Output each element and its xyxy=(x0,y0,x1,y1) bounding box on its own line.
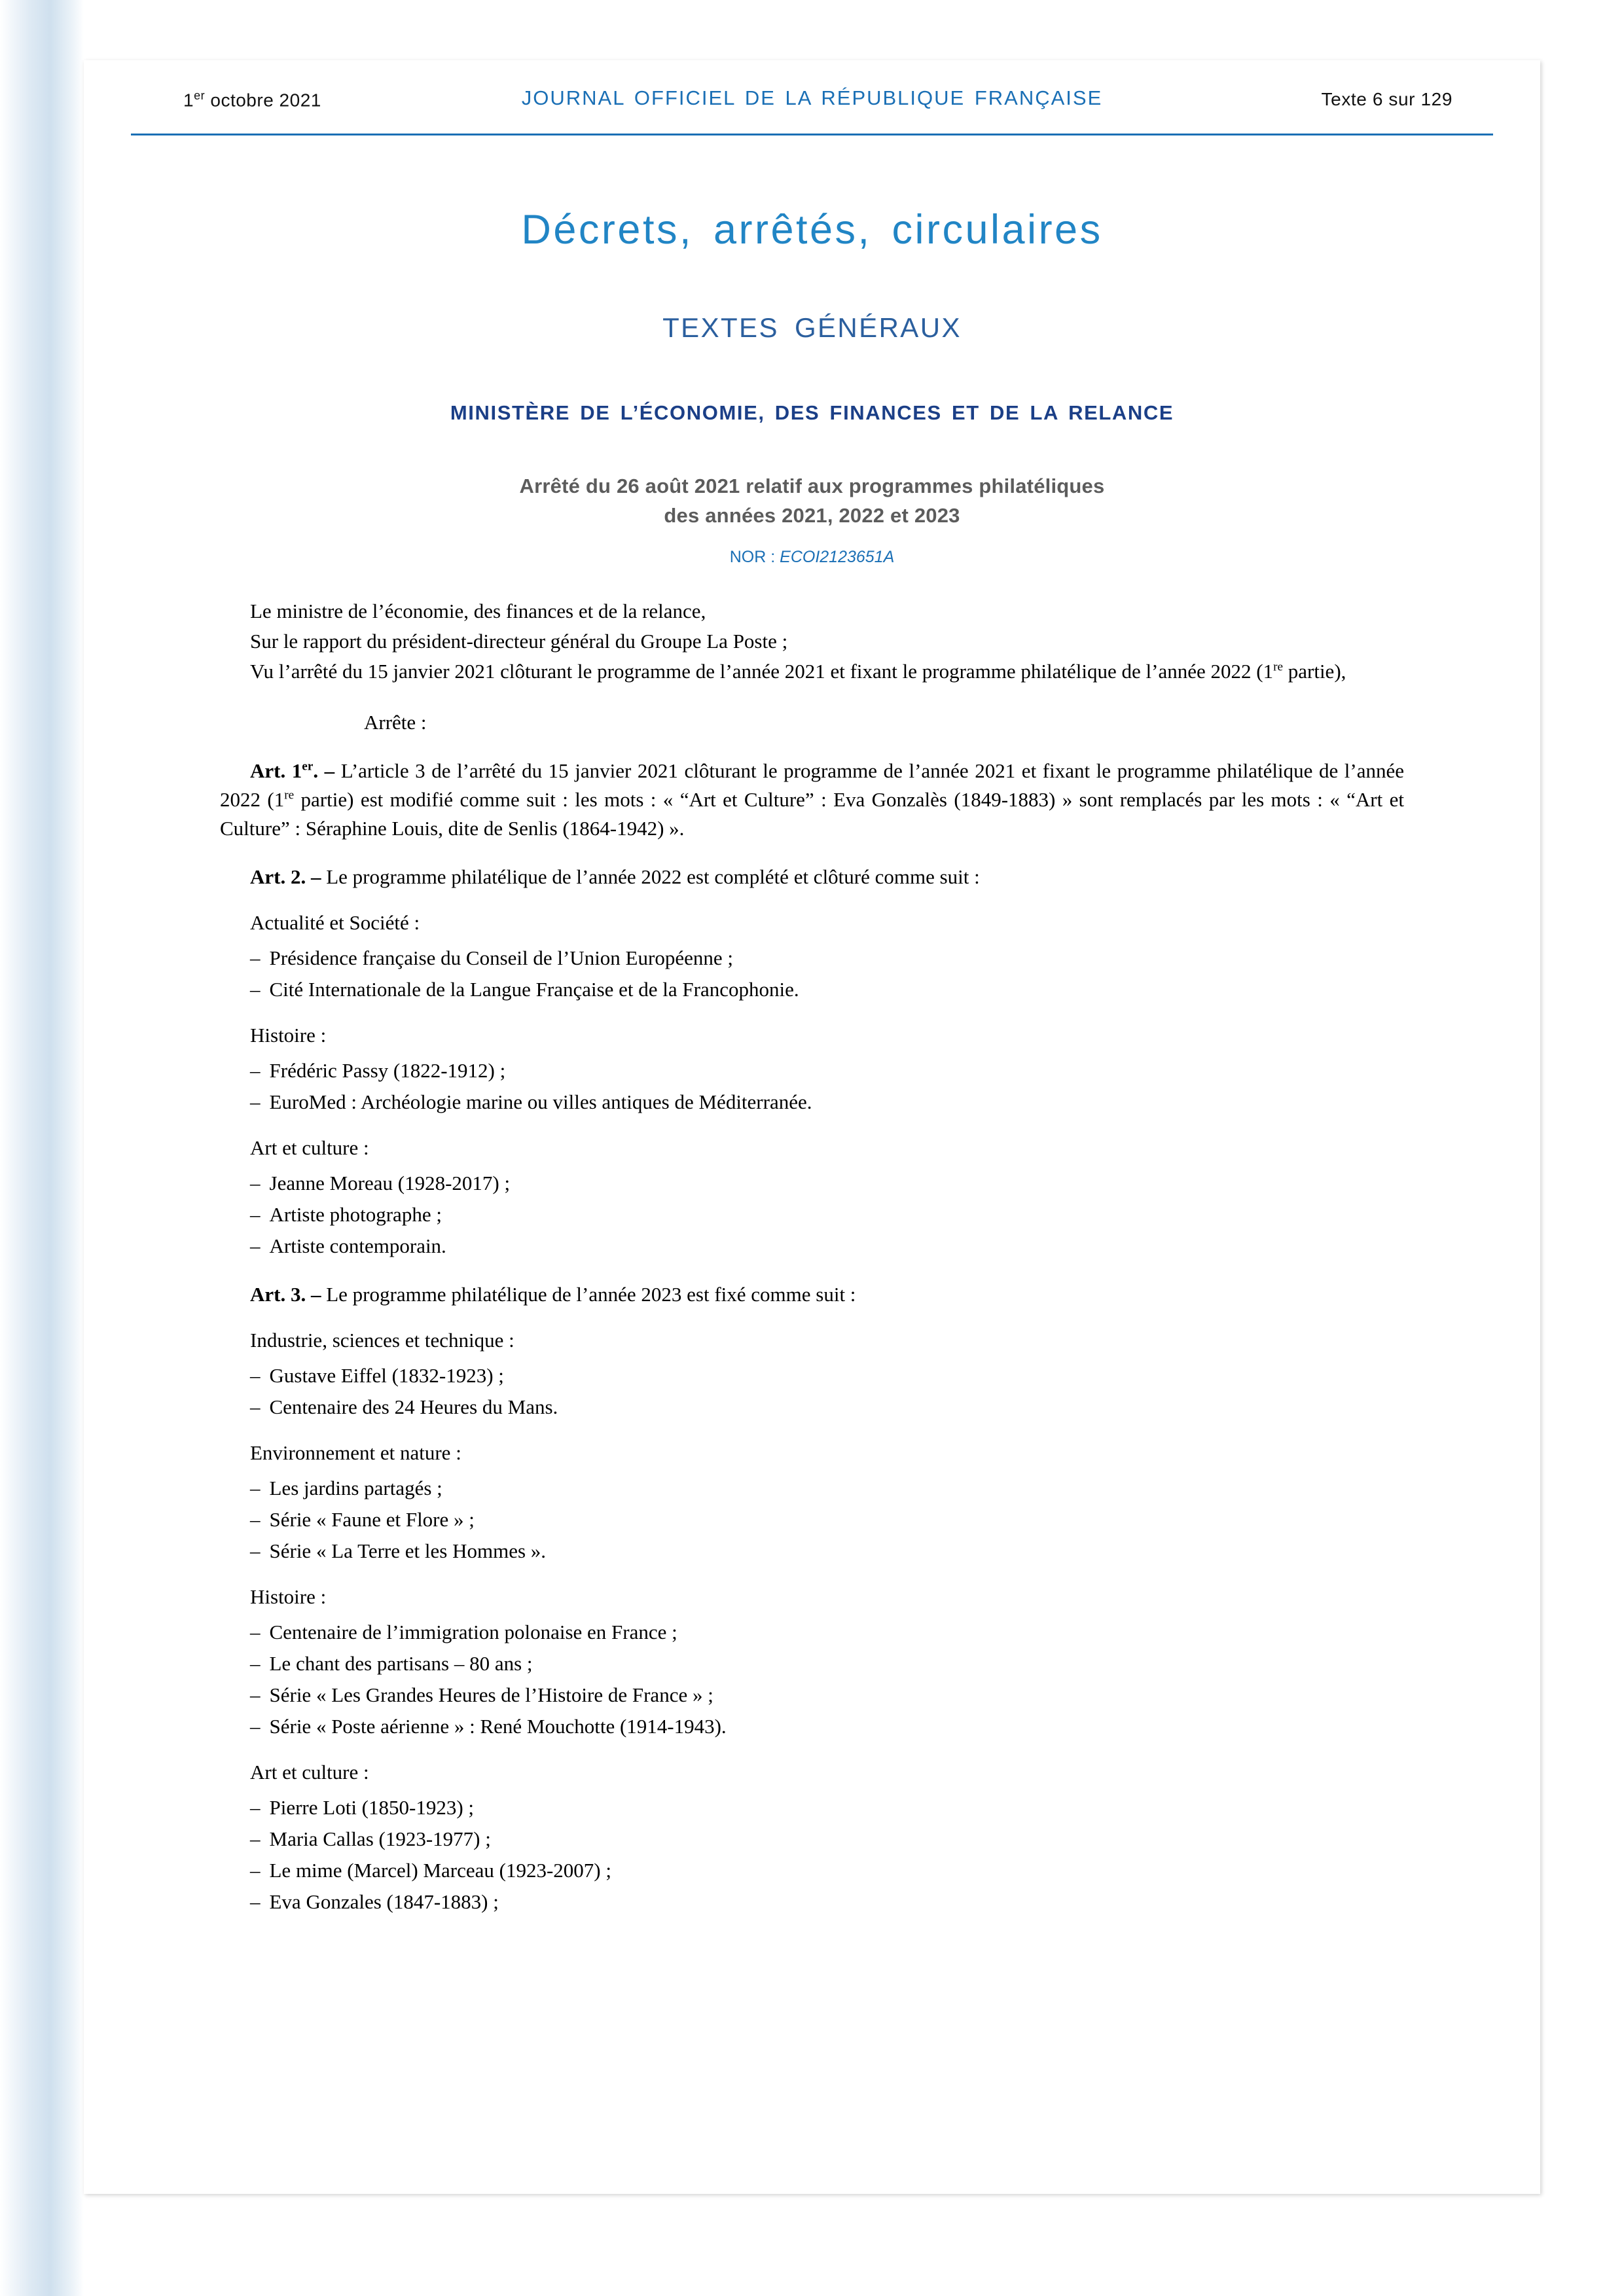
nor-label: NOR : xyxy=(729,547,780,566)
list-item-label: Artiste photographe ; xyxy=(269,1203,442,1227)
header-date-number: 1 xyxy=(183,90,194,111)
article-3-text: Le programme philatélique de l’année 2023 est fixé comme suit : xyxy=(321,1283,856,1306)
article-3-label: Art. 3. – xyxy=(250,1283,321,1306)
list-dash: – xyxy=(250,1364,261,1388)
list-item xyxy=(220,1712,1404,1741)
article-3 xyxy=(220,1280,1404,1309)
list-item-label: Pierre Loti (1850-1923) ; xyxy=(269,1796,475,1820)
list-item-label: Centenaire des 24 Heures du Mans. xyxy=(269,1395,558,1419)
act-title xyxy=(220,472,1404,531)
list-item-label: EuroMed : Archéologie marine ou villes antiques de Méditerranée. xyxy=(269,1090,812,1114)
article-1-label xyxy=(250,759,334,782)
article-2-label: Art. 2. – xyxy=(250,865,321,888)
article-1-label-sup: er xyxy=(302,759,314,774)
body-text xyxy=(220,597,1404,1917)
intro-paragraph-3 xyxy=(220,657,1404,686)
list-dash: – xyxy=(250,1090,261,1114)
list-item xyxy=(220,1505,1404,1534)
list-item xyxy=(220,1649,1404,1678)
list-item-label: Frédéric Passy (1822-1912) ; xyxy=(269,1059,506,1083)
list-item xyxy=(220,1474,1404,1503)
article-1-label-text: Art. 1 xyxy=(250,759,302,782)
list-dash: – xyxy=(250,1890,261,1914)
category-heading: Actualité et Société : xyxy=(250,911,420,934)
category-heading: Histoire : xyxy=(250,1585,327,1609)
page-edge-gradient xyxy=(0,0,84,2296)
list-item xyxy=(220,1793,1404,1822)
list-item-label: Le chant des partisans – 80 ans ; xyxy=(269,1652,533,1676)
list-item-label: Cité Internationale de la Langue Française et de la Francophonie. xyxy=(269,978,799,1001)
header-date-rest: octobre 2021 xyxy=(205,90,321,111)
list-dash: – xyxy=(250,1203,261,1227)
category-heading: Histoire : xyxy=(250,1024,327,1047)
list-item xyxy=(220,1825,1404,1854)
list-dash: – xyxy=(250,946,261,970)
list-item-label: Les jardins partagés ; xyxy=(269,1477,442,1500)
category-heading: Art et culture : xyxy=(250,1136,369,1160)
article-1 xyxy=(220,757,1404,843)
category-heading: Art et culture : xyxy=(250,1761,369,1784)
list-dash: – xyxy=(250,1172,261,1195)
intro-3-part-b: partie), xyxy=(1283,659,1346,683)
programme-2023-groups xyxy=(220,1326,1404,1916)
list-item-label: Présidence française du Conseil de l’Union Européenne ; xyxy=(269,946,733,970)
list-item-label: Le mime (Marcel) Marceau (1923-2007) ; xyxy=(269,1859,611,1882)
article-1-label-end: . – xyxy=(313,759,335,782)
list-item-label: Eva Gonzales (1847-1883) ; xyxy=(269,1890,499,1914)
intro-3-sup: re xyxy=(1273,660,1283,674)
programme-2022-groups xyxy=(220,908,1404,1261)
header-text-number: Texte 6 sur 129 xyxy=(1321,89,1453,109)
list-item xyxy=(220,1681,1404,1710)
list-item xyxy=(220,1393,1404,1422)
list-item xyxy=(220,1056,1404,1085)
list-item xyxy=(220,1088,1404,1117)
article-1-text-a: L’article 3 de l’arrêté du 15 janvier 2021 clôturant le programme de l’année 2021 et fixant le programme philatélique de l’année 2022 (1 xyxy=(220,759,1404,811)
list-item xyxy=(220,1856,1404,1885)
list-item-label: Série « Faune et Flore » ; xyxy=(269,1508,475,1532)
nor-reference xyxy=(220,548,1404,567)
intro-paragraph-1: Le ministre de l’économie, des finances et de la relance, xyxy=(250,599,706,622)
list-dash: – xyxy=(250,1477,261,1500)
list-item xyxy=(220,944,1404,973)
arrete-word: Arrête : xyxy=(364,710,427,734)
list-item-label: Artiste contemporain. xyxy=(269,1234,446,1258)
list-dash: – xyxy=(250,1059,261,1083)
category-heading: Environnement et nature : xyxy=(250,1441,461,1465)
list-item xyxy=(220,1232,1404,1261)
ministry-heading: MINISTÈRE DE L’ÉCONOMIE, DES FINANCES ET DE LA RELANCE xyxy=(450,401,1174,424)
list-dash: – xyxy=(250,1796,261,1820)
list-dash: – xyxy=(250,1539,261,1563)
list-item-label: Centenaire de l’immigration polonaise en France ; xyxy=(269,1621,677,1644)
nor-value: ECOI2123651A xyxy=(780,547,895,566)
list-dash: – xyxy=(250,1859,261,1882)
list-dash: – xyxy=(250,1652,261,1676)
page-title: Décrets, arrêtés, circulaires xyxy=(521,207,1103,253)
act-title-line1: Arrêté du 26 août 2021 relatif aux programmes philatéliques xyxy=(519,475,1105,497)
category-heading: Industrie, sciences et technique : xyxy=(250,1329,514,1352)
article-2 xyxy=(220,863,1404,891)
list-item-label: Gustave Eiffel (1832-1923) ; xyxy=(269,1364,504,1388)
list-item-label: Série « La Terre et les Hommes ». xyxy=(269,1539,547,1563)
header-date-suffix: er xyxy=(194,89,206,102)
list-item xyxy=(220,1200,1404,1229)
list-dash: – xyxy=(250,1621,261,1644)
list-dash: – xyxy=(250,978,261,1001)
document-content xyxy=(84,206,1540,1945)
list-dash: – xyxy=(250,1683,261,1707)
act-title-line2: des années 2021, 2022 et 2023 xyxy=(664,503,960,527)
list-dash: – xyxy=(250,1715,261,1738)
list-dash: – xyxy=(250,1234,261,1258)
list-item-label: Maria Callas (1923-1977) ; xyxy=(269,1827,491,1851)
list-item xyxy=(220,1618,1404,1647)
header-journal-title: JOURNAL OFFICIEL DE LA RÉPUBLIQUE FRANÇAISE xyxy=(521,86,1103,109)
list-item-label: Série « Les Grandes Heures de l’Histoire de France » ; xyxy=(269,1683,713,1707)
intro-paragraph-2: Sur le rapport du président-directeur général du Groupe La Poste ; xyxy=(250,629,788,653)
list-dash: – xyxy=(250,1827,261,1851)
list-item xyxy=(220,1169,1404,1198)
article-1-text-sup: re xyxy=(284,788,295,802)
article-2-text: Le programme philatélique de l’année 2022 est complété et clôturé comme suit : xyxy=(321,865,980,888)
document-sheet xyxy=(84,60,1540,2194)
list-item xyxy=(220,1361,1404,1390)
section-title: TEXTES GÉNÉRAUX xyxy=(662,312,962,343)
intro-3-part-a: Vu l’arrêté du 15 janvier 2021 clôturant le programme de l’année 2021 et fixant le programme philatélique de l’année 2022 (1 xyxy=(250,659,1274,683)
article-1-text-b: partie) est modifié comme suit : les mots : « “Art et Culture” : Eva Gonzalès (1849-1883) » sont remplacés par les mots : « “Art et Culture” : Séraphine Louis, dite de Senlis (1864-1942) ». xyxy=(220,787,1404,840)
list-dash: – xyxy=(250,1395,261,1419)
page-header xyxy=(131,60,1493,135)
list-item xyxy=(220,975,1404,1004)
list-item-label: Jeanne Moreau (1928-2017) ; xyxy=(269,1172,511,1195)
list-item-label: Série « Poste aérienne » : René Mouchotte (1914-1943). xyxy=(269,1715,727,1738)
list-item xyxy=(220,1537,1404,1566)
list-item xyxy=(220,1888,1404,1916)
list-dash: – xyxy=(250,1508,261,1532)
